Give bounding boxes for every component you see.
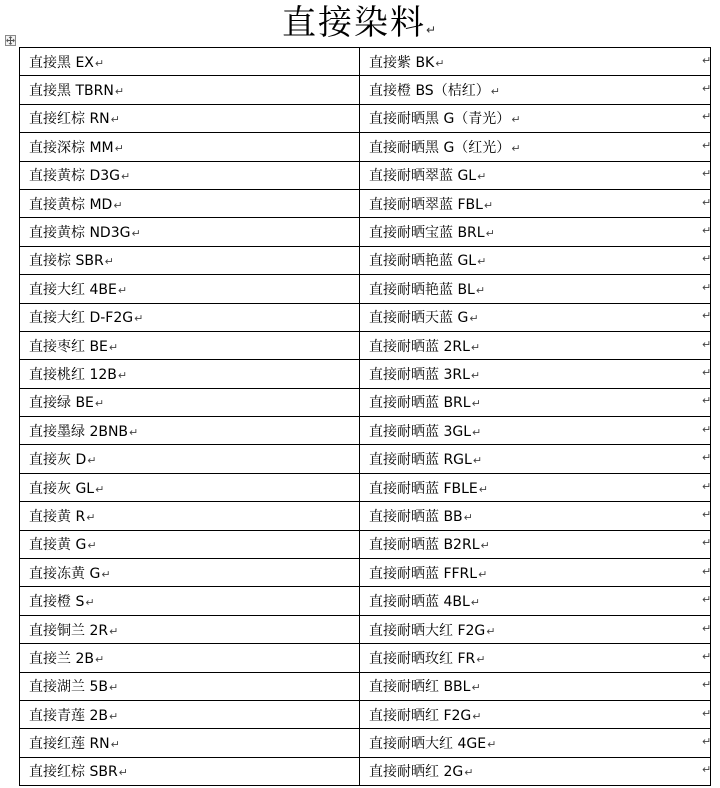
row-end-mark-icon: ↵: [702, 451, 712, 465]
cell-end-mark-icon: ↵: [464, 766, 474, 780]
cell-text: 直接桃红 12B: [29, 366, 117, 383]
cell-text: 直接大红 4BE: [29, 281, 117, 298]
cell-end-mark-icon: ↵: [476, 652, 486, 666]
paragraph-mark-icon: ↵: [425, 23, 439, 37]
cell-text: 直接耐晒蓝 RGL: [369, 452, 472, 469]
cell-text: 直接耐晒蓝 3GL: [369, 423, 472, 440]
cell-text: 直接耐晒黑 G（青光）: [369, 111, 511, 128]
table-cell-left[interactable]: [20, 587, 360, 615]
table-row: [20, 587, 711, 615]
table-cell-left[interactable]: [20, 473, 360, 501]
cell-text: 直接耐晒红 BBL: [369, 679, 471, 696]
table-cell-left[interactable]: [20, 700, 360, 728]
table-cell-left[interactable]: [20, 104, 360, 132]
cell-text: 直接耐晒蓝 B2RL: [369, 537, 480, 554]
cell-text: 直接灰 D: [29, 452, 87, 469]
document-title-text: 直接染料: [281, 3, 426, 43]
table-cell-right[interactable]: [360, 218, 711, 246]
row-end-mark-icon: ↵: [702, 564, 712, 578]
table-cell-left[interactable]: [20, 530, 360, 558]
cell-text: 直接铜兰 2R: [29, 622, 109, 639]
table-cell-right[interactable]: [360, 700, 711, 728]
table-row: [20, 303, 711, 331]
row-end-mark-icon: ↵: [702, 649, 712, 663]
table-row: [20, 275, 711, 303]
cell-end-mark-icon: ↵: [109, 624, 119, 638]
row-end-mark-icon: ↵: [702, 309, 712, 323]
cell-end-mark-icon: ↵: [511, 113, 521, 127]
cell-text: 直接耐晒艳蓝 BL: [369, 281, 475, 298]
row-end-mark-icon: ↵: [702, 621, 712, 635]
cell-text: 直接紫 BK: [369, 54, 435, 71]
table-cell-right[interactable]: [360, 615, 711, 643]
row-end-mark-icon: ↵: [702, 678, 712, 692]
cell-end-mark-icon: ↵: [94, 56, 105, 70]
table-row: [20, 189, 711, 217]
document-title: [0, 0, 720, 46]
cell-end-mark-icon: ↵: [131, 227, 141, 241]
table-cell-right[interactable]: [360, 48, 711, 76]
cell-end-mark-icon: ↵: [480, 539, 490, 553]
table-cell-left[interactable]: [20, 133, 360, 161]
cell-text: 直接耐晒蓝 3RL: [369, 366, 470, 383]
row-end-mark-icon: ↵: [702, 195, 712, 209]
cell-end-mark-icon: ↵: [477, 255, 487, 269]
cell-text: 直接兰 2B: [29, 650, 94, 667]
row-end-mark-icon: ↵: [702, 763, 712, 777]
dye-table-body: [20, 48, 711, 786]
row-end-mark-icon: ↵: [702, 536, 712, 550]
cell-text: 直接黄棕 ND3G: [29, 225, 131, 242]
cell-end-mark-icon: ↵: [117, 283, 128, 297]
cell-text: 直接湖兰 5B: [29, 679, 108, 696]
cell-end-mark-icon: ↵: [87, 454, 97, 468]
cell-text: 直接枣红 BE: [29, 338, 108, 355]
row-end-mark-icon: ↵: [702, 365, 712, 379]
row-end-mark-icon: ↵: [702, 110, 712, 124]
table-cell-right[interactable]: [360, 246, 711, 274]
row-end-mark-icon: ↵: [702, 252, 712, 266]
table-cell-right[interactable]: [360, 76, 711, 104]
table-row: [20, 445, 711, 473]
table-cell-right[interactable]: [360, 104, 711, 132]
cell-end-mark-icon: ↵: [95, 482, 105, 496]
table-cell-left[interactable]: [20, 502, 360, 530]
dye-table: [19, 47, 711, 786]
cell-end-mark-icon: ↵: [511, 141, 521, 155]
row-end-mark-icon: ↵: [702, 735, 712, 749]
table-cell-left[interactable]: [20, 672, 360, 700]
table-cell-left[interactable]: [20, 417, 360, 445]
cell-end-mark-icon: ↵: [108, 340, 119, 354]
table-row: [20, 360, 711, 388]
cell-text: 直接耐晒红 2G: [369, 764, 464, 781]
cell-text: 直接墨绿 2BNB: [29, 423, 129, 440]
row-end-mark-icon: ↵: [702, 394, 712, 408]
row-end-mark-icon: ↵: [702, 82, 712, 96]
table-row: [20, 417, 711, 445]
cell-text: 直接耐晒黑 G（红光）: [369, 139, 511, 156]
table-cell-right[interactable]: [360, 417, 711, 445]
cell-end-mark-icon: ↵: [470, 368, 481, 382]
cell-end-mark-icon: ↵: [490, 85, 500, 99]
cell-end-mark-icon: ↵: [483, 198, 494, 212]
row-end-mark-icon: ↵: [702, 479, 712, 493]
cell-end-mark-icon: ↵: [101, 567, 111, 581]
cell-text: 直接黑 TBRN: [29, 83, 114, 100]
cell-end-mark-icon: ↵: [469, 312, 479, 326]
cell-end-mark-icon: ↵: [472, 454, 483, 468]
cell-end-mark-icon: ↵: [110, 113, 120, 127]
table-cell-left[interactable]: [20, 388, 360, 416]
table-cell-left[interactable]: [20, 303, 360, 331]
table-cell-left[interactable]: [20, 360, 360, 388]
cell-end-mark-icon: ↵: [94, 652, 105, 666]
row-end-mark-icon: ↵: [702, 53, 712, 67]
row-end-mark-icon: ↵: [702, 337, 712, 351]
row-end-mark-icon: ↵: [702, 593, 712, 607]
table-cell-right[interactable]: [360, 161, 711, 189]
row-end-mark-icon: ↵: [702, 138, 712, 152]
table-cell-left[interactable]: [20, 48, 360, 76]
row-end-mark-icon: ↵: [702, 422, 712, 436]
table-cell-right[interactable]: [360, 133, 711, 161]
cell-end-mark-icon: ↵: [470, 340, 481, 354]
row-end-mark-icon: ↵: [702, 706, 712, 720]
table-row: [20, 559, 711, 587]
cell-text: 直接耐晒蓝 2RL: [369, 338, 470, 355]
table-cell-right[interactable]: [360, 331, 711, 359]
cell-text: 直接绿 BE: [29, 395, 94, 412]
cell-end-mark-icon: ↵: [477, 170, 487, 184]
table-cell-left[interactable]: [20, 331, 360, 359]
cell-end-mark-icon: ↵: [94, 397, 105, 411]
cell-end-mark-icon: ↵: [110, 738, 120, 752]
table-row: [20, 218, 711, 246]
table-row: [20, 672, 711, 700]
table-row: [20, 48, 711, 76]
cell-text: 直接橙 S: [29, 594, 85, 611]
cell-end-mark-icon: ↵: [478, 567, 488, 581]
table-cell-left[interactable]: [20, 76, 360, 104]
row-end-mark-icon: ↵: [702, 280, 712, 294]
table-row: [20, 700, 711, 728]
cell-end-mark-icon: ↵: [475, 283, 486, 297]
table-cell-right[interactable]: [360, 559, 711, 587]
table-row: [20, 104, 711, 132]
table-cell-right[interactable]: [360, 644, 711, 672]
cell-text: 直接耐晒翠蓝 GL: [369, 168, 477, 185]
cell-text: 直接耐晒蓝 BRL: [369, 395, 471, 412]
cell-end-mark-icon: ↵: [485, 227, 495, 241]
table-row: [20, 644, 711, 672]
cell-text: 直接红棕 SBR: [29, 764, 118, 781]
table-cell-left[interactable]: [20, 644, 360, 672]
cell-text: 直接青莲 2B: [29, 707, 108, 724]
cell-end-mark-icon: ↵: [463, 510, 473, 524]
cell-end-mark-icon: ↵: [121, 170, 131, 184]
cell-text: 直接深棕 MM: [29, 139, 114, 156]
table-row: [20, 757, 711, 785]
cell-end-mark-icon: ↵: [118, 766, 128, 780]
cell-text: 直接耐晒红 F2G: [369, 707, 472, 724]
cell-end-mark-icon: ↵: [113, 198, 123, 212]
cell-end-mark-icon: ↵: [471, 681, 481, 695]
table-cell-right[interactable]: [360, 757, 711, 785]
cell-text: 直接耐晒玫红 FR: [369, 650, 476, 667]
table-cell-left[interactable]: [20, 189, 360, 217]
cell-text: 直接红棕 RN: [29, 111, 110, 128]
table-row: [20, 331, 711, 359]
table-cell-left[interactable]: [20, 275, 360, 303]
cell-text: 直接冻黄 G: [29, 565, 101, 582]
table-cell-left[interactable]: [20, 615, 360, 643]
table-row: [20, 388, 711, 416]
cell-end-mark-icon: ↵: [487, 738, 497, 752]
table-cell-right[interactable]: [360, 360, 711, 388]
cell-text: 直接黄棕 MD: [29, 196, 113, 213]
row-end-mark-icon: ↵: [702, 507, 712, 521]
table-row: [20, 502, 711, 530]
cell-end-mark-icon: ↵: [114, 141, 124, 155]
table-cell-right[interactable]: [360, 672, 711, 700]
cell-end-mark-icon: ↵: [117, 368, 128, 382]
cell-end-mark-icon: ↵: [114, 85, 125, 99]
cell-end-mark-icon: ↵: [87, 539, 97, 553]
table-cell-left[interactable]: [20, 218, 360, 246]
table-cell-right[interactable]: [360, 445, 711, 473]
cell-text: 直接大红 D-F2G: [29, 310, 134, 327]
row-end-mark-icon: ↵: [702, 224, 712, 238]
table-row: [20, 76, 711, 104]
table-move-handle-icon[interactable]: [5, 35, 16, 46]
table-cell-left[interactable]: [20, 729, 360, 757]
cell-end-mark-icon: ↵: [486, 624, 496, 638]
cell-end-mark-icon: ↵: [472, 709, 482, 723]
cell-end-mark-icon: ↵: [129, 425, 139, 439]
table-cell-right[interactable]: [360, 388, 711, 416]
table-row: [20, 729, 711, 757]
table-cell-right[interactable]: [360, 275, 711, 303]
cell-text: 直接耐晒大红 4GE: [369, 736, 487, 753]
table-cell-right[interactable]: [360, 189, 711, 217]
table-cell-left[interactable]: [20, 559, 360, 587]
table-row: [20, 530, 711, 558]
cell-text: 直接棕 SBR: [29, 253, 104, 270]
cell-end-mark-icon: ↵: [470, 596, 480, 610]
cell-text: 直接耐晒天蓝 G: [369, 310, 469, 327]
cell-end-mark-icon: ↵: [85, 596, 95, 610]
cell-end-mark-icon: ↵: [108, 681, 119, 695]
cell-text: 直接耐晒蓝 BB: [369, 508, 463, 525]
cell-text: 直接橙 BS（桔红）: [369, 83, 490, 100]
table-cell-right[interactable]: [360, 502, 711, 530]
cell-text: 直接耐晒宝蓝 BRL: [369, 225, 485, 242]
table-row: [20, 246, 711, 274]
table-cell-right[interactable]: [360, 473, 711, 501]
cell-text: 直接黄棕 D3G: [29, 168, 120, 185]
cell-end-mark-icon: ↵: [435, 56, 445, 70]
table-cell-left[interactable]: [20, 757, 360, 785]
cell-end-mark-icon: ↵: [478, 482, 488, 496]
table-cell-left[interactable]: [20, 246, 360, 274]
cell-text: 直接耐晒大红 F2G: [369, 622, 486, 639]
cell-text: 直接黄 R: [29, 508, 86, 525]
cell-text: 直接黑 EX: [29, 54, 94, 71]
table-cell-right[interactable]: [360, 587, 711, 615]
table-row: [20, 133, 711, 161]
cell-text: 直接黄 G: [29, 537, 87, 554]
cell-text: 直接红莲 RN: [29, 736, 110, 753]
cell-end-mark-icon: ↵: [471, 397, 481, 411]
cell-end-mark-icon: ↵: [108, 709, 119, 723]
table-row: [20, 161, 711, 189]
cell-text: 直接耐晒蓝 FFRL: [369, 565, 478, 582]
cell-text: 直接耐晒蓝 FBLE: [369, 480, 478, 497]
table-cell-right[interactable]: [360, 303, 711, 331]
cell-end-mark-icon: ↵: [86, 510, 96, 524]
table-cell-right[interactable]: [360, 530, 711, 558]
cell-end-mark-icon: ↵: [134, 312, 144, 326]
table-cell-left[interactable]: [20, 445, 360, 473]
cell-end-mark-icon: ↵: [104, 255, 114, 269]
cell-end-mark-icon: ↵: [472, 425, 482, 439]
row-end-mark-icon: ↵: [702, 167, 712, 181]
cell-text: 直接耐晒蓝 4BL: [369, 594, 470, 611]
cell-text: 直接耐晒翠蓝 FBL: [369, 196, 483, 213]
table-cell-right[interactable]: [360, 729, 711, 757]
cell-text: 直接灰 GL: [29, 480, 95, 497]
table-row: [20, 615, 711, 643]
cell-text: 直接耐晒艳蓝 GL: [369, 253, 477, 270]
table-row: [20, 473, 711, 501]
table-cell-left[interactable]: [20, 161, 360, 189]
